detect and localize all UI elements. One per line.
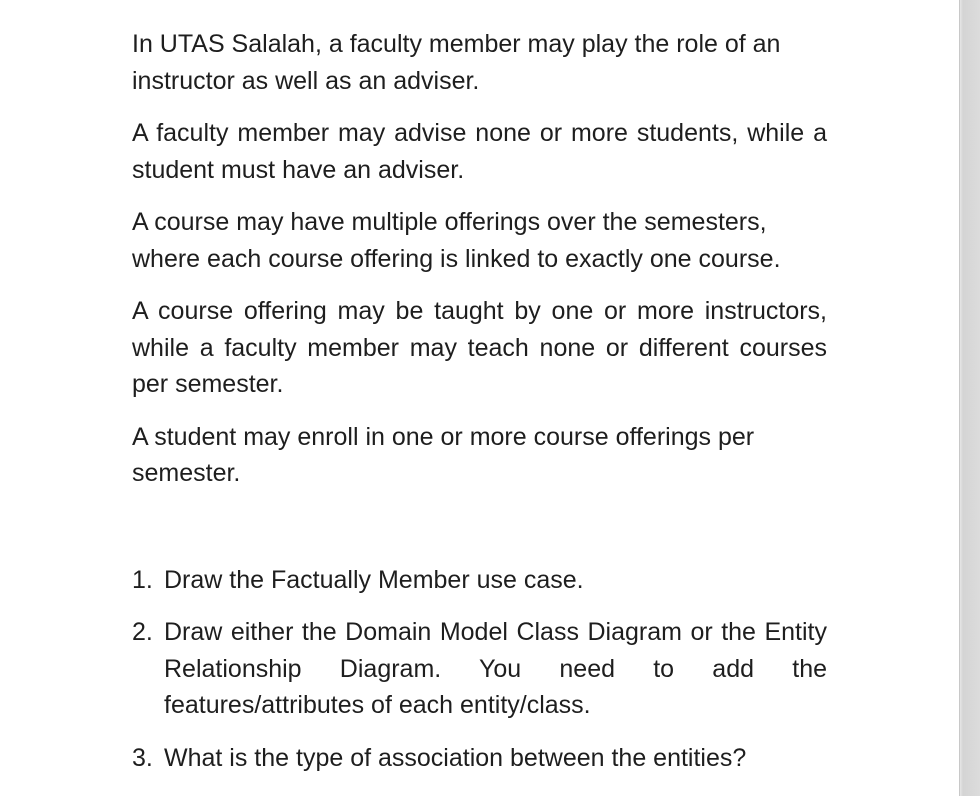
- document-body: [132, 26, 827, 792]
- paragraph-teaching: A course offering may be taught by one or more instructors, while a faculty member may teach none or different courses per semester.: [132, 297, 827, 398]
- paragraph-roles: In UTAS Salalah, a faculty member may play the role of an instructor as well as an adviser.: [132, 30, 781, 95]
- paragraph-advising: A faculty member may advise none or more students, while a student must have an adviser.: [132, 119, 827, 184]
- question-item: [132, 740, 827, 777]
- question-item: [132, 562, 827, 599]
- spacer: [132, 508, 827, 562]
- question-text: What is the type of association between the entities?: [164, 743, 747, 772]
- question-text: Draw either the Domain Model Class Diagram or the Entity Relationship Diagram. You need to add the features/attributes of each entity/class.: [164, 618, 827, 719]
- questions-list: [132, 562, 827, 777]
- question-text: Draw the Factually Member use case.: [164, 565, 584, 594]
- question-item: [132, 614, 827, 724]
- question-number: 2.: [132, 618, 153, 646]
- question-number: 1.: [132, 565, 153, 594]
- page-edge-shadow: [959, 0, 980, 796]
- question-number: 3.: [132, 743, 153, 772]
- paragraph-course-offerings: A course may have multiple offerings over the semesters, where each course offering is linked to exactly one course.: [132, 208, 781, 273]
- paragraph-enrollment: A student may enroll in one or more course offerings per semester.: [132, 422, 755, 487]
